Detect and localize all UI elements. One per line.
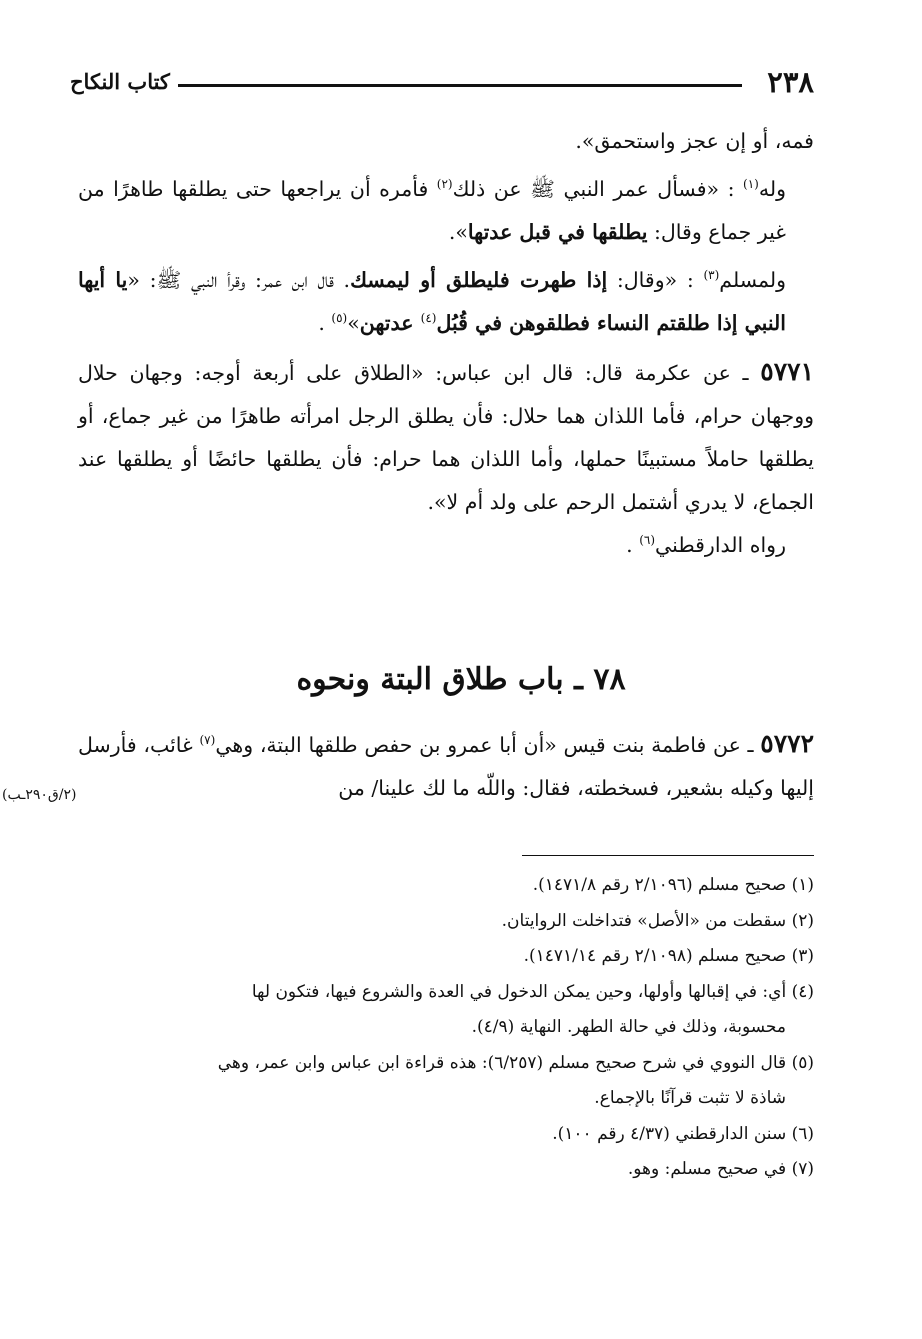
- paragraph-narration-1: وله$^{(١)}$ : «فسأل عمر النبي ﷺ عن ذلك$^{(٢)}$ فأمره أن يراجعها حتى يطلقها طاهرًا من غير جماع وقال: يطلقها في قبل عدتها».: [78, 177, 786, 244]
- footnote-ref-4: (٤): [420, 311, 437, 326]
- main-text-2: [78, 722, 814, 810]
- hadith-number: ٥٧٧١: [760, 357, 814, 386]
- footnote-3: (٣) صحيح مسلم (٢/١٠٩٨ رقم ١٤٧١/١٤).: [523, 946, 814, 966]
- footnote-ref-3: (٣): [703, 268, 720, 283]
- footnote-5-cont: شاذة لا تثبت قرآنًا بالإجماع.: [594, 1088, 786, 1108]
- main-text: [78, 120, 814, 567]
- book-title: كتاب النكاح: [70, 69, 170, 94]
- paragraph-narration-muslim: ولمسلم$^{(٣)}$ : «وقال: إذا طهرت فليطلق أو ليمسك. قال ابن عمر: وقرأ النبي ﷺ: «يا أيها النبي إذا طلقتم النساء فطلقوهن في قُبُل$^{(٤)}$ عدتهن»$^{(٥)}$ .: [78, 268, 787, 335]
- hadith-5771: ٥٧٧١ ـ عن عكرمة قال: قال ابن عباس: «الطلاق على أربعة أوجه: وجهان حلال ووجهان حرام، فأما اللذان هما حلال: فأن يطلق الرجل امرأته طاهرًا من غير جماع، أو يطلقها حاملاً مستبينًا حملها، وأما اللذان هما حرام: فأن يطلقها حائضًا أو يطلقها عند الجماع، لا يدري أشتمل الرحم على ولد أم لا».: [78, 357, 814, 514]
- footnote-ref-6: (٦): [639, 533, 656, 548]
- running-header: [70, 62, 814, 102]
- paragraph-continuation: فمه، أو إن عجز واستحمق».: [575, 129, 814, 153]
- footnote-ref-5: (٥): [331, 311, 348, 326]
- footnote-ref-1: (١): [743, 177, 759, 192]
- footnote-4: (٤) أي: في إقبالها وأولها، وحين يمكن الدخول في العدة والشروع فيها، فتكون لها: [251, 981, 814, 1002]
- chapter-heading: ٧٨ ـ باب طلاق البتة ونحوه: [296, 662, 626, 697]
- footnote-rule: [522, 855, 814, 856]
- footnote-ref-7: (٧): [199, 733, 216, 748]
- hadith-number: ٥٧٧٢: [760, 729, 814, 758]
- footnote-1: (١) صحيح مسلم (٢/١٠٩٦ رقم ١٤٧١/٨).: [532, 875, 814, 895]
- footnote-7: (٧) في صحيح مسلم: وهو.: [627, 1159, 814, 1179]
- hadith-5771-source: رواه الدارقطني$^{(٦)}$ .: [626, 533, 786, 557]
- footnote-5: (٥) قال النووي في شرح صحيح مسلم (٦/٢٥٧): هذه قراءة ابن عباس وابن عمر، وهي: [217, 1052, 814, 1073]
- footnote-4-cont: محسوبة، وذلك في حالة الطهر. النهاية (٤/٩).: [471, 1017, 786, 1037]
- hadith-5772: ٥٧٧٢ ـ عن فاطمة بنت قيس «أن أبا عمرو بن حفص طلقها البتة، وهي$^{(٧)}$ غائب، فأرسل إليها وكيله بشعير، فسخطته، فقال: واللّه ما لك علينا/ من: [78, 729, 814, 800]
- quran-quote: يا أيها النبي إذا طلقتم النساء فطلقوهن في قُبُل: [78, 268, 786, 335]
- hadith-bold-phrase: يطلقها في قبل عدتها: [467, 220, 648, 244]
- manuscript-margin-note: (٢/ق٢٩٠ـب): [2, 787, 77, 803]
- header-rule: [178, 84, 742, 87]
- footnote-6: (٦) سنن الدارقطني (٤/٣٧ رقم ١٠٠).: [552, 1123, 814, 1144]
- page-number: ٢٣٨: [767, 65, 814, 99]
- footnote-2: (٢) سقطت من «الأصل» فتداخلت الروايتان.: [501, 910, 814, 931]
- footnotes: [80, 868, 814, 1188]
- footnote-ref-2: (٢): [436, 177, 453, 192]
